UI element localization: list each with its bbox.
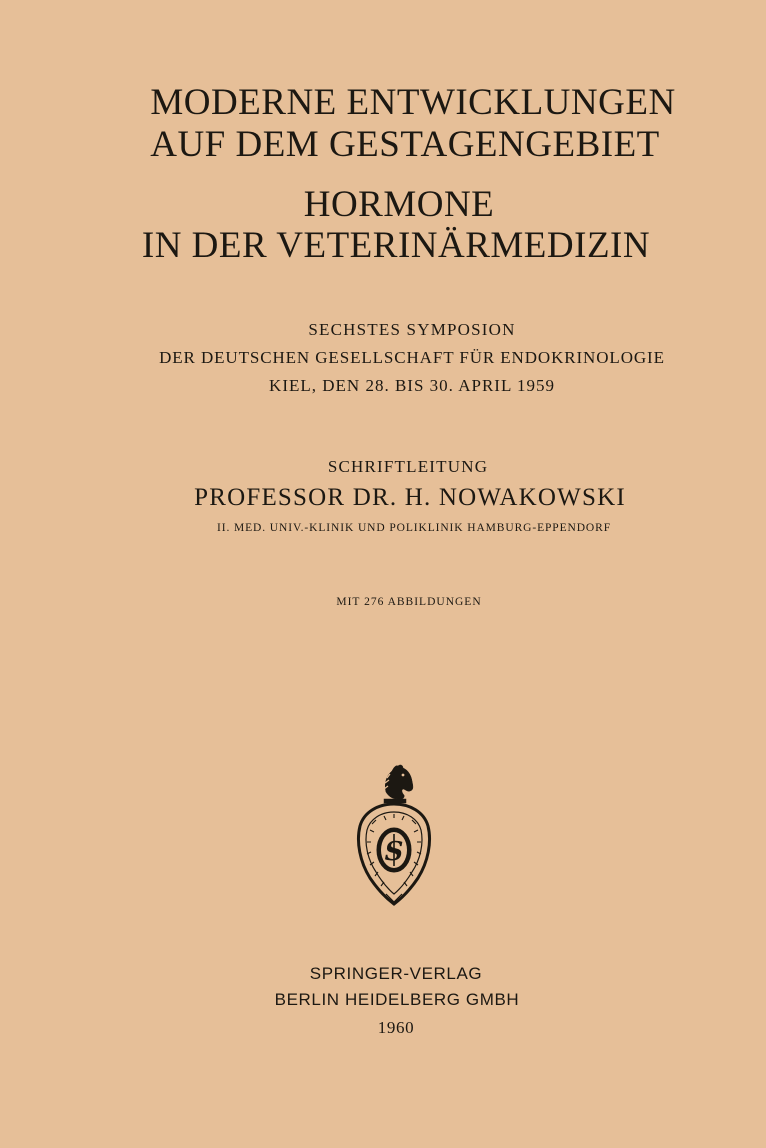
springer-horse-emblem-icon: [350, 762, 438, 910]
publisher-name: SPRINGER-VERLAG: [309, 964, 483, 983]
book-title-line-1: MODERNE ENTWICKLUNGEN: [150, 82, 676, 123]
book-title-line-3: HORMONE: [303, 184, 495, 225]
editor-label: SCHRIFTLEITUNG: [327, 457, 489, 476]
symposium-society: DER DEUTSCHEN GESELLSCHAFT FÜR ENDOKRINOLOGIE: [159, 348, 665, 367]
book-title-line-2: AUF DEM GESTAGENGEBIET: [150, 124, 660, 165]
symposium-place-date: KIEL, DEN 28. BIS 30. APRIL 1959: [269, 376, 555, 395]
illustrations-note: MIT 276 ABBILDUNGEN: [336, 596, 482, 608]
book-title-line-4: IN DER VETERINÄRMEDIZIN: [141, 225, 651, 266]
symposium-number: SECHSTES SYMPOSION: [308, 320, 516, 339]
publication-year: 1960: [377, 1018, 415, 1037]
editor-affiliation: II. MED. UNIV.-KLINIK UND POLIKLINIK HAMBURG-EPPENDORF: [216, 522, 611, 534]
publisher-location: BERLIN HEIDELBERG GMBH: [274, 990, 520, 1009]
editor-name: PROFESSOR DR. H. NOWAKOWSKI: [194, 484, 626, 511]
springer-monogram: S: [384, 837, 404, 867]
